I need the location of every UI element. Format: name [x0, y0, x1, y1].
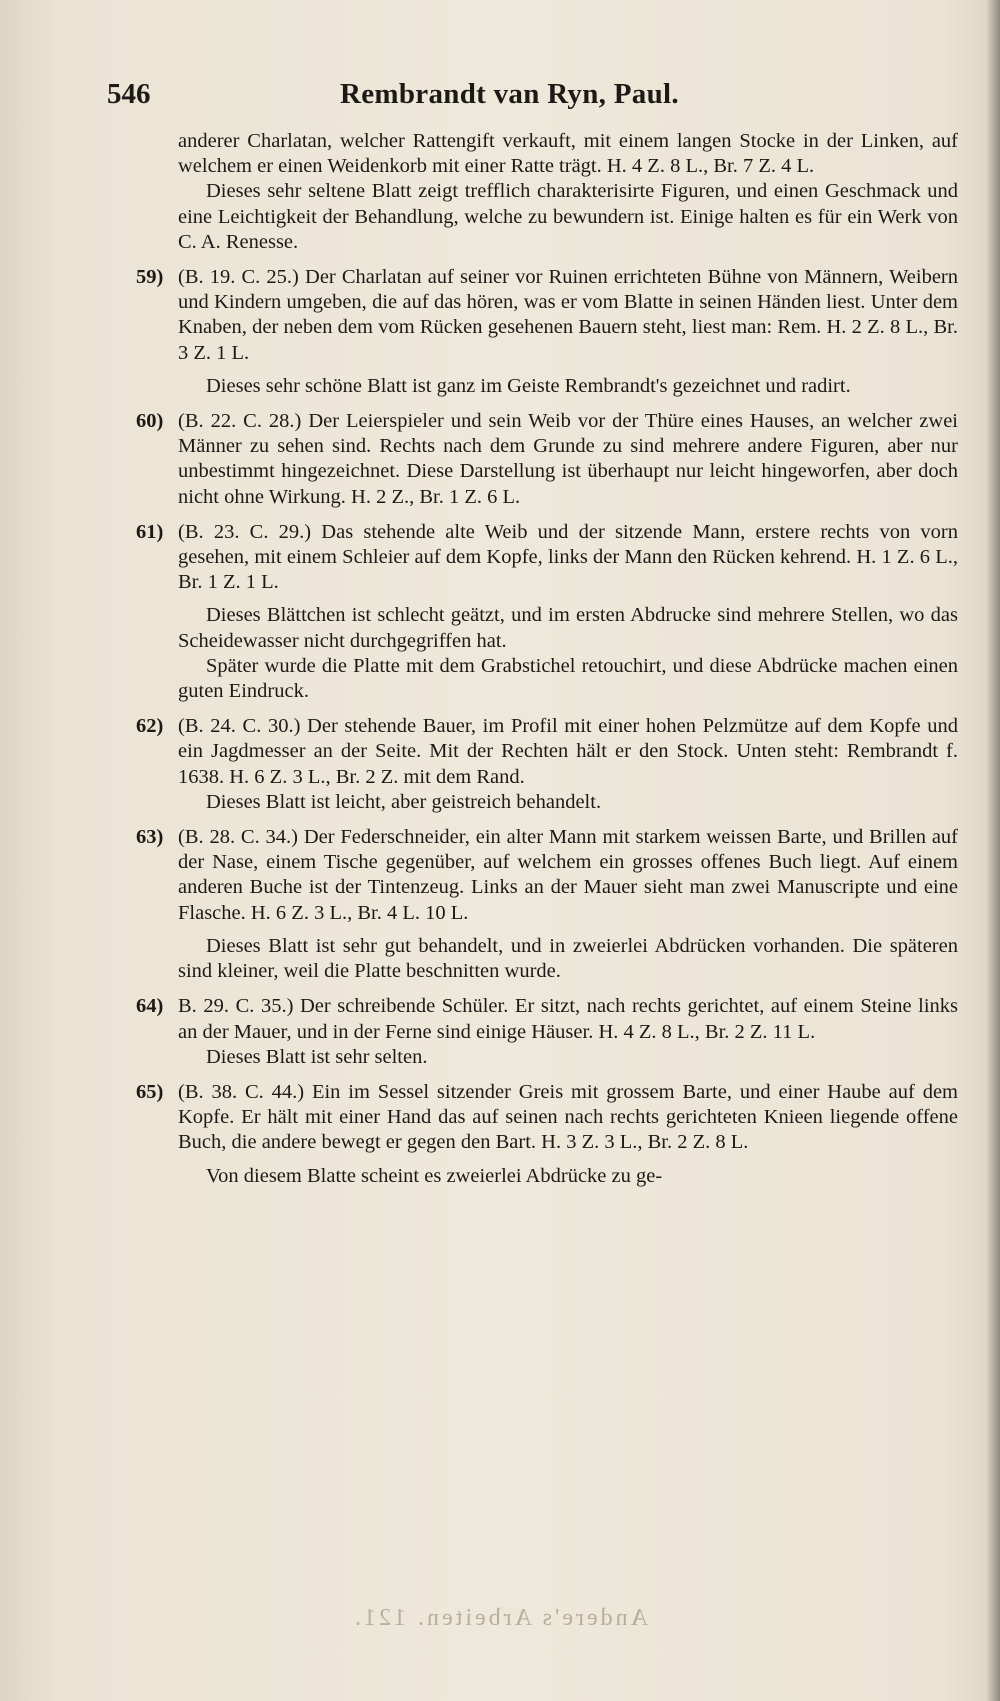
entry-note: Dieses Blatt ist sehr selten.	[206, 1045, 428, 1068]
entry-text: (B. 23. C. 29.) Das stehende alte Weib und der sitzende Mann, erstere rechts von vorn gesehen, mit einem Schleier auf dem Kopfe, links der Mann den Rücken kehrend. H. 1 Z. 6 L., Br. 1 Z. 1 L.	[178, 520, 958, 594]
entry-number: 61)	[136, 520, 164, 543]
catalogue-entry	[136, 994, 958, 1070]
entry-text: (B. 38. C. 44.) Ein im Sessel sitzender Greis mit grossem Barte, und einer Haube auf dem Kopfe. Er hält mit einer Hand das auf seinen nach rechts gerichteten Knieen liegende offene Buch, die andere bewegt er gegen den Bart. H. 3 Z. 3 L., Br. 2 Z. 8 L.	[178, 1080, 958, 1154]
catalogue-entry	[136, 1080, 958, 1189]
catalogue-entry	[178, 129, 958, 255]
entry-text: (B. 22. C. 28.) Der Leierspieler und sein Weib vor der Thüre eines Hauses, an welcher zwei Männer zu sehen sind. Rechts nach dem Grunde zu sind mehrere andere Figuren, aber nur unbestimmt hingezeichnet. Diese Darstellung ist überhaupt nur leicht hingeworfen, aber doch nicht ohne Wirkung. H. 2 Z., Br. 1 Z. 6 L.	[178, 410, 958, 508]
catalogue-entry	[136, 265, 958, 399]
entry-text: (B. 19. C. 25.) Der Charlatan auf seiner vor Ruinen errichteten Bühne von Männern, Weibern und Kindern umgeben, die auf das hören, was er vom Blatte in seinen Händen liest. Unter dem Knaben, der neben dem vom Rücken gesehenen Bauern steht, liest man: Rem. H. 2 Z. 8 L., Br. 3 Z. 1 L.	[178, 266, 958, 364]
page-number: 546	[107, 78, 151, 110]
entry-number: 62)	[136, 715, 164, 738]
catalogue-entry	[136, 825, 958, 984]
entry-note: Dieses sehr seltene Blatt zeigt trefflich charakterisirte Figuren, und einen Geschmack und eine Leichtigkeit der Behandlung, welche zu bewundern ist. Einige halten es für ein Werk von C. A. Renesse.	[178, 180, 958, 253]
entry-text: (B. 28. C. 34.) Der Federschneider, ein alter Mann mit starkem weissen Barte, und Brillen auf der Nase, einem Tische gegenüber, auf welchem ein grosses offenes Buch liegt. Auf einem anderen Buche ist der Tintenzeug. Links an der Mauer sieht man zwei Manuscripte und eine Flasche. H. 6 Z. 3 L., Br. 4 L. 10 L.	[178, 826, 958, 924]
bleed-through-text: Andere's Arbeiten. 121.	[352, 1605, 648, 1631]
catalogue-body	[136, 129, 958, 1199]
running-title: Rembrandt van Ryn, Paul.	[340, 78, 679, 110]
entry-number: 65)	[136, 1080, 164, 1103]
entry-text: (B. 24. C. 30.) Der stehende Bauer, im Profil mit einer hohen Pelzmütze auf dem Kopfe und ein Jagdmesser an der Seite. Mit der Rechten hält er den Stock. Unten steht: Rembrandt f. 1638. H. 6 Z. 3 L., Br. 2 Z. mit dem Rand.	[178, 715, 958, 788]
catalogue-entry	[136, 714, 958, 815]
page-edge-shadow	[986, 0, 1000, 1701]
entry-number: 63)	[136, 826, 164, 849]
catalogue-entry	[136, 520, 958, 704]
entry-note: Dieses Blatt ist leicht, aber geistreich behandelt.	[206, 790, 602, 813]
page-header	[0, 78, 1000, 118]
entry-number: 64)	[136, 995, 164, 1018]
entry-note: Dieses Blatt ist sehr gut behandelt, und in zweierlei Abdrücken vorhanden. Die späteren sind kleiner, weil die Platte beschnitten wurde.	[178, 934, 958, 983]
entry-text: B. 29. C. 35.) Der schreibende Schüler. Er sitzt, nach rechts gerichtet, auf einem Steine links an der Mauer, und in der Ferne sind einige Häuser. H. 4 Z. 8 L., Br. 2 Z. 11 L.	[178, 995, 958, 1043]
entry-note: Dieses sehr schöne Blatt ist ganz im Geiste Rembrandt's gezeichnet und radirt.	[206, 374, 851, 397]
entry-note: Von diesem Blatte scheint es zweierlei Abdrücke zu ge-	[206, 1164, 663, 1187]
entry-note: Dieses Blättchen ist schlecht geätzt, und im ersten Abdrucke sind mehrere Stellen, wo das Scheidewasser nicht durchgegriffen hat.	[178, 604, 958, 652]
catalogue-entry	[136, 409, 958, 510]
entry-number: 59)	[136, 266, 164, 289]
entry-number: 60)	[136, 410, 164, 433]
entry-text: anderer Charlatan, welcher Rattengift verkauft, mit einem langen Stocke in der Linken, auf welchem er einen Weidenkorb mit einer Ratte trägt. H. 4 Z. 8 L., Br. 7 Z. 4 L.	[178, 130, 958, 178]
entry-note: Später wurde die Platte mit dem Grabstichel retouchirt, und diese Abdrücke machen einen guten Eindruck.	[178, 654, 958, 703]
